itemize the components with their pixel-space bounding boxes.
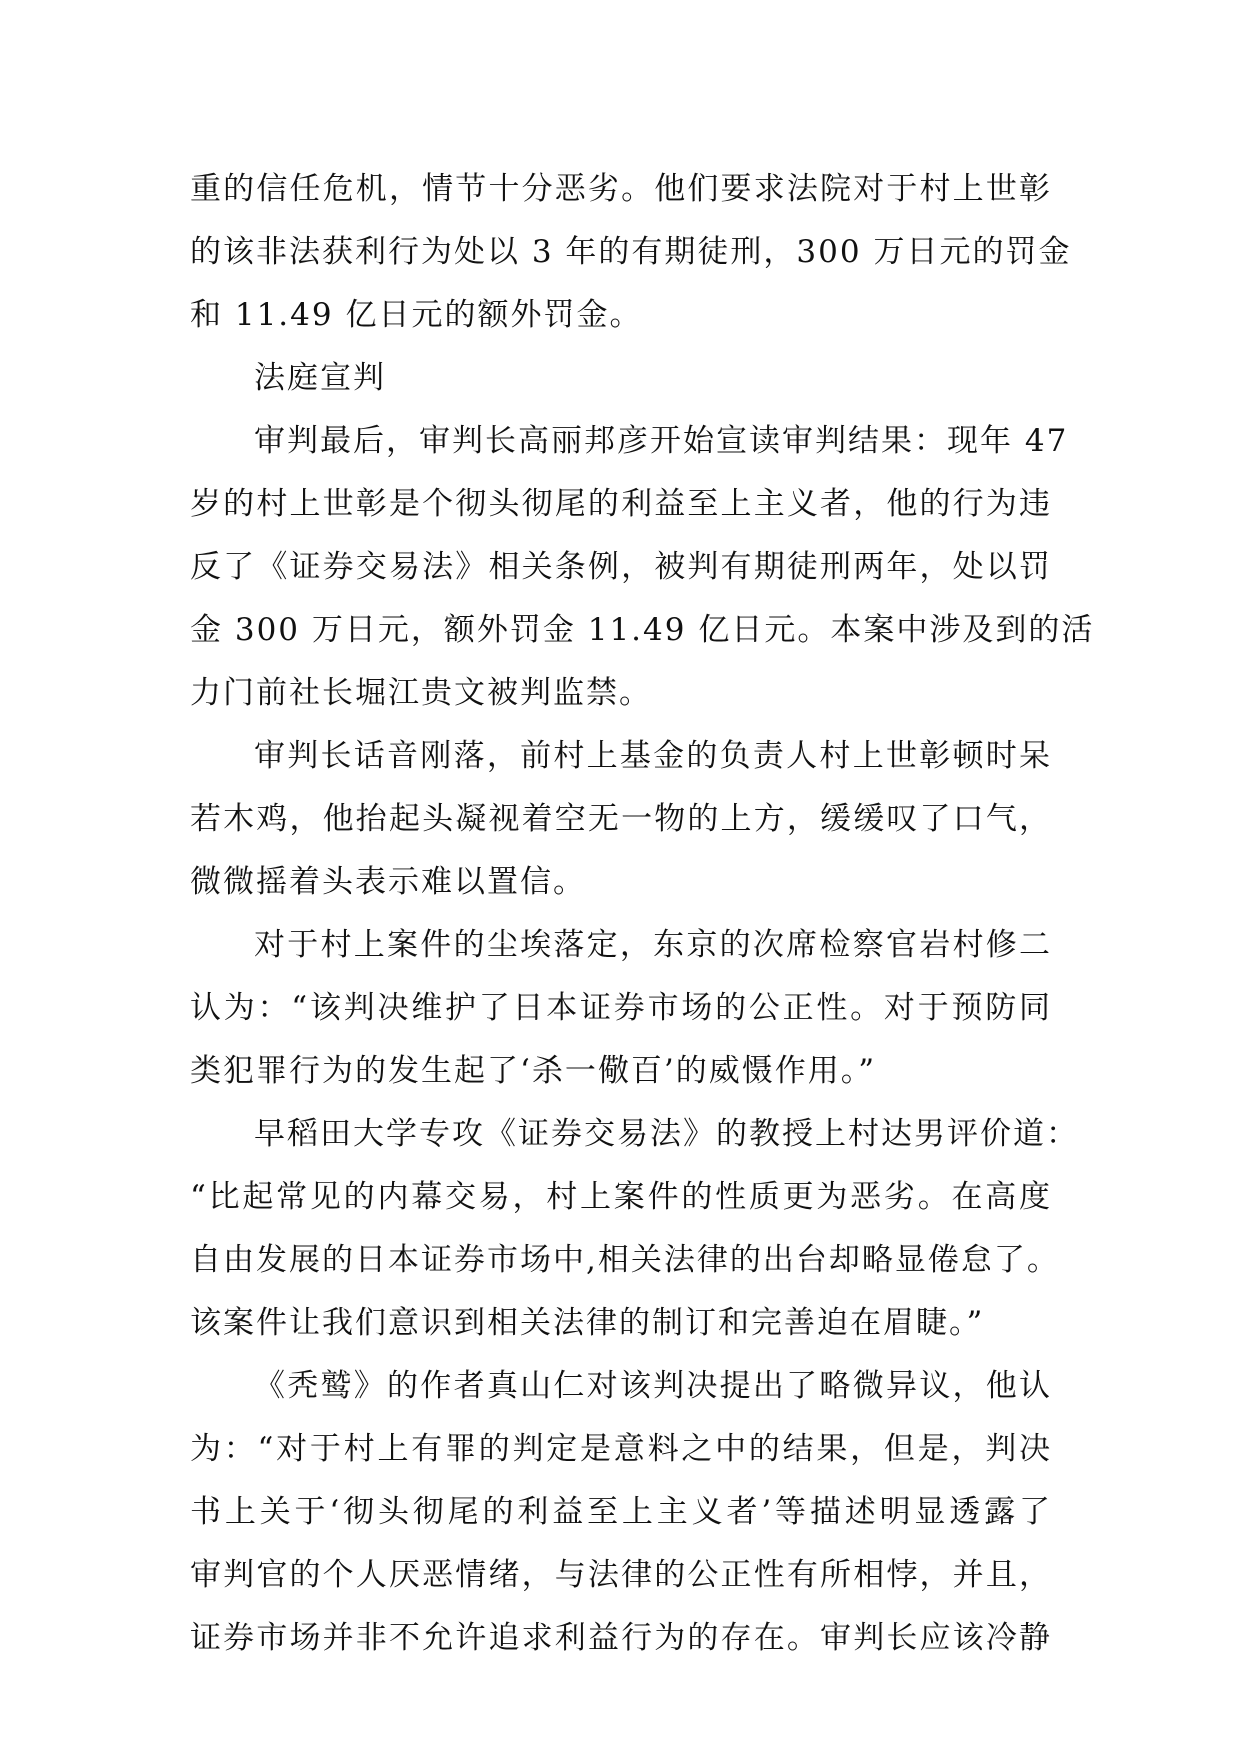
- text-line: 该案件让我们意识到相关法律的制订和完善迫在眉睫。”: [190, 1305, 985, 1341]
- paragraph: [190, 410, 1095, 725]
- paragraph: [190, 914, 1052, 1103]
- text-line: 金 300 万日元，额外罚金 11.49 亿日元。本案中涉及到的活: [190, 612, 1095, 648]
- text-line: 审判官的个人厌恶情绪，与法律的公正性有所相悖，并且，: [190, 1557, 1052, 1593]
- text-line: 审判最后，审判长高丽邦彦开始宣读审判结果：现年 47: [254, 423, 1069, 459]
- text-line: 书上关于‘彻头彻尾的利益至上主义者’等描述明显透露了: [190, 1494, 1052, 1530]
- text-line: 重的信任危机，情节十分恶劣。他们要求法院对于村上世彰: [190, 171, 1052, 207]
- text-line: 反了《证券交易法》相关条例，被判有期徒刑两年，处以罚: [190, 549, 1052, 585]
- text-line: 《秃鹫》的作者真山仁对该判决提出了略微异议，他认: [254, 1368, 1052, 1404]
- text-line: 自由发展的日本证券市场中,相关法律的出台却略显倦怠了。: [190, 1242, 1060, 1278]
- document-body: [190, 158, 1095, 1670]
- text-line: 微微摇着头表示难以置信。: [190, 864, 586, 900]
- section-heading-text: 法庭宣判: [254, 360, 386, 396]
- paragraph: [190, 725, 1052, 914]
- text-line: 的该非法获利行为处以 3 年的有期徒刑，300 万日元的罚金: [190, 234, 1072, 270]
- paragraph: [190, 1103, 1079, 1355]
- text-line: 审判长话音刚落，前村上基金的负责人村上世彰顿时呆: [254, 738, 1052, 774]
- section-heading: [190, 347, 1052, 410]
- text-line: 为：“对于村上有罪的判定是意料之中的结果，但是，判决: [190, 1431, 1052, 1467]
- text-line: 岁的村上世彰是个彻头彻尾的利益至上主义者，他的行为违: [190, 486, 1052, 522]
- text-line: 证券市场并非不允许追求利益行为的存在。审判长应该冷静: [190, 1620, 1052, 1656]
- text-line: 若木鸡，他抬起头凝视着空无一物的上方，缓缓叹了口气，: [190, 801, 1052, 837]
- text-line: 和 11.49 亿日元的额外罚金。: [190, 297, 643, 333]
- text-line: 对于村上案件的尘埃落定，东京的次席检察官岩村修二: [254, 927, 1052, 963]
- text-line: 早稻田大学专攻《证券交易法》的教授上村达男评价道：: [254, 1116, 1079, 1152]
- text-line: “比起常见的内幕交易，村上案件的性质更为恶劣。在高度: [190, 1179, 1052, 1215]
- paragraph-continuation: [190, 158, 1072, 347]
- text-line: 类犯罪行为的发生起了‘杀一儆百’的威慑作用。”: [190, 1053, 877, 1089]
- paragraph: [190, 1355, 1052, 1670]
- text-line: 力门前社长堀江贵文被判监禁。: [190, 675, 652, 711]
- text-line: 认为：“该判决维护了日本证券市场的公正性。对于预防同: [190, 990, 1052, 1026]
